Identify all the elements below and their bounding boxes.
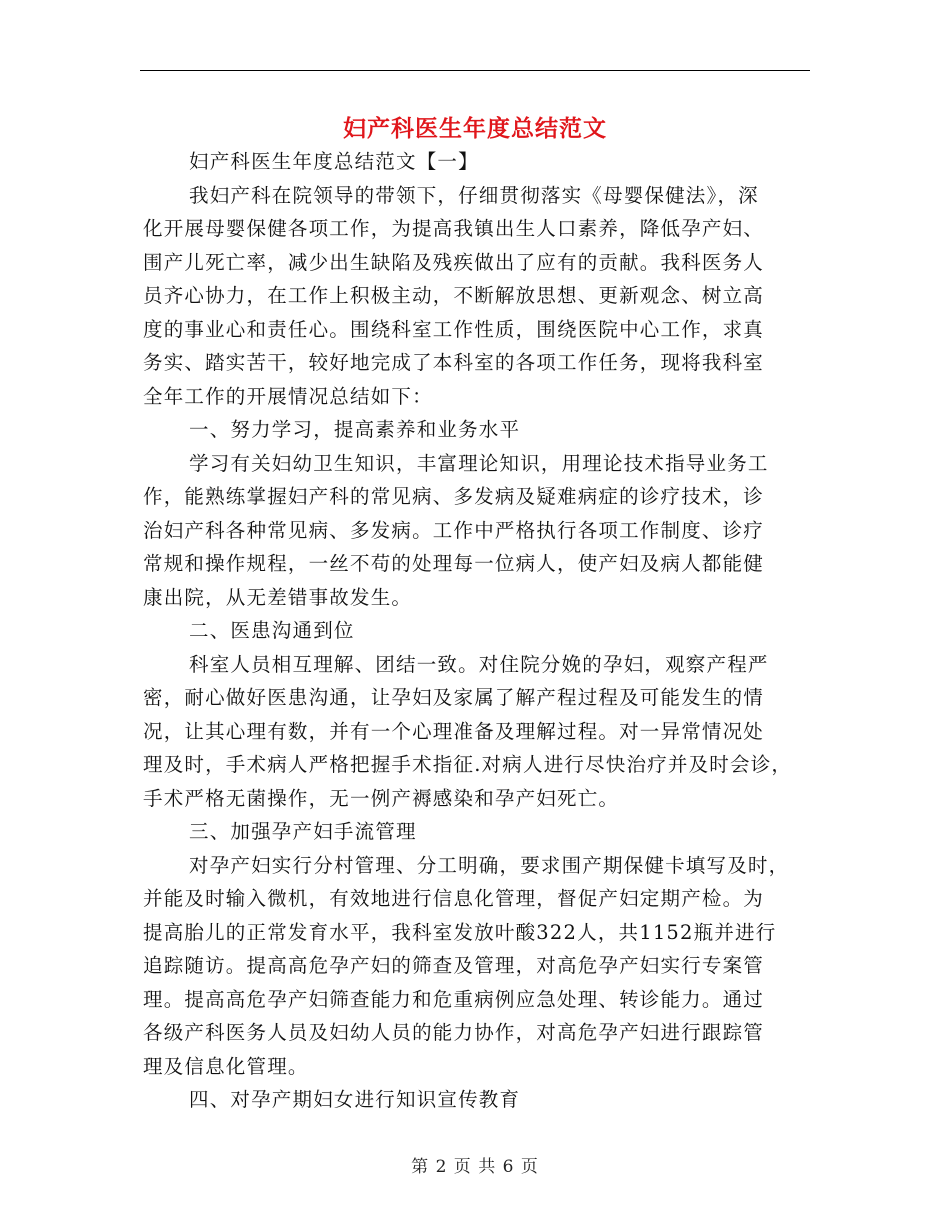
- text-line: 全年工作的开展情况总结如下：: [143, 384, 433, 408]
- text-line: 化开展母婴保健各项工作，为提高我镇出生人口素养，降低孕产妇、: [143, 217, 765, 240]
- text-line: 我妇产科在院领导的带领下，仔细贯彻落实《母婴保健法》，深: [189, 183, 759, 207]
- text-line: 况，让其心理有数，并有一个心理准备及理解过程。对一异常情况处: [143, 719, 765, 743]
- text-line: 手术严格无菌操作，无一例产褥感染和孕产妇死亡。: [143, 786, 620, 810]
- text-line: 科室人员相互理解、团结一致。对住院分娩的孕妇，观察产程严: [189, 652, 769, 676]
- text-line: 追踪随访。提高高危孕产妇的筛查及管理，对高危孕产妇实行专案管: [143, 954, 765, 977]
- text-line: 康出院，从无差错事故发生。: [143, 585, 413, 609]
- text-line: 理。提高高危孕产妇筛查能力和危重病例应急处理、转诊能力。通过: [143, 987, 765, 1011]
- document-body: [143, 145, 811, 1117]
- header-rule: [140, 70, 810, 71]
- text-line: 各级产科医务人员及妇幼人员的能力协作，对高危孕产妇进行跟踪管: [143, 1021, 765, 1044]
- text-line: 二、医患沟通到位: [189, 619, 355, 642]
- text-line: 学习有关妇幼卫生知识，丰富理论知识，用理论技术指导业务工: [189, 451, 769, 475]
- text-line: 一、努力学习，提高素养和业务水平: [189, 418, 521, 441]
- text-line: 理及信息化管理。: [143, 1054, 309, 1078]
- text-line: 四、对孕产期妇女进行知识宣传教育: [189, 1088, 521, 1111]
- text-line: 员齐心协力，在工作上积极主动，不断解放思想、更新观念、树立高: [143, 284, 765, 307]
- text-line: 作，能熟练掌握妇产科的常见病、多发病及疑难病症的诊疗技术，诊: [143, 485, 765, 508]
- text-line: 常规和操作规程，一丝不苟的处理每一位病人，使产妇及病人都能健: [143, 552, 765, 575]
- text-line: 提高胎儿的正常发育水平，我科室发放叶酸322人，共1152瓶并进行: [143, 920, 777, 944]
- text-line: 并能及时输入微机，有效地进行信息化管理，督促产妇定期产检。为: [143, 887, 765, 910]
- text-line: 治妇产科各种常见病、多发病。工作中严格执行各项工作制度、诊疗: [143, 518, 765, 542]
- text-line: 理及时，手术病人严格把握手术指征.对病人进行尽快治疗并及时会诊，: [143, 753, 793, 776]
- page-number-footer: 第 2 页 共 6 页: [411, 1157, 539, 1177]
- text-line: 密，耐心做好医患沟通，让孕妇及家属了解产程过程及可能发生的情: [143, 686, 765, 709]
- text-line: 务实、踏实苦干，较好地完成了本科室的各项工作任务，现将我科室: [143, 351, 765, 374]
- text-line: 对孕产妇实行分村管理、分工明确，要求围产期保健卡填写及时，: [189, 853, 790, 877]
- text-line: 三、加强孕产妇手流管理: [189, 820, 417, 843]
- text-line: 度的事业心和责任心。围绕科室工作性质，围绕医院中心工作，求真: [143, 317, 765, 341]
- document-title: 妇产科医生年度总结范文: [343, 115, 607, 142]
- text-line: 围产儿死亡率，减少出生缺陷及残疾做出了应有的贡献。我科医务人: [143, 250, 765, 274]
- text-line: 妇产科医生年度总结范文【一】: [189, 150, 479, 173]
